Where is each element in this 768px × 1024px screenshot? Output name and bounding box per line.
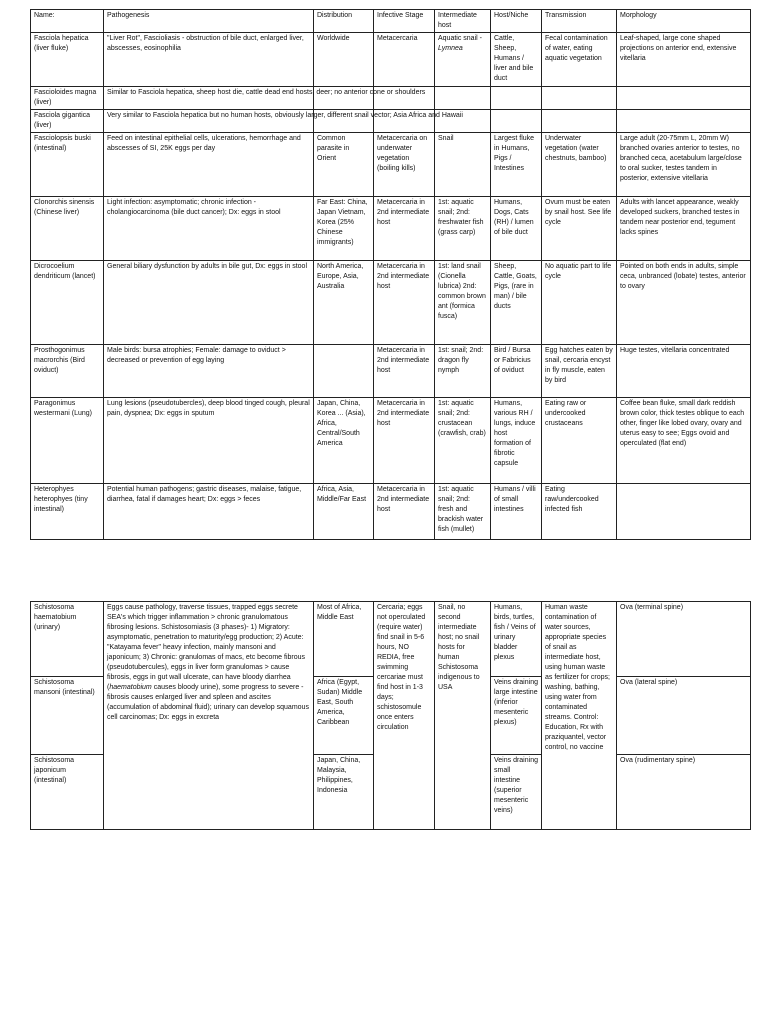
name-cell: Fascioloides magna (liver) [31, 87, 104, 110]
header-row [31, 10, 751, 33]
transmission-cell: Fecal contamination of water, eating aquatic vegetation [542, 33, 617, 87]
intermediate-host-cell: 1st: aquatic snail; 2nd: fresh and brackish water fish (mullet) [435, 484, 491, 540]
distribution-cell: Japan, China, Korea ... (Asia), Africa, Central/South America [314, 398, 374, 484]
table-row [31, 261, 751, 345]
name-cell: Schistosoma mansoni (intestinal) [31, 677, 104, 755]
name-cell: Dicrocoelium dendriticum (lancet) [31, 261, 104, 345]
intermediate-host-cell: Snail, no second intermediate host; no snail hosts for human Schistosoma indigenous to USA [435, 602, 491, 830]
transmission-cell: No aquatic part to life cycle [542, 261, 617, 345]
name-cell: Paragonimus westermani (Lung) [31, 398, 104, 484]
intermediate-host-cell: 1st: aquatic snail; 2nd: crustacean (crawfish, crab) [435, 398, 491, 484]
pathogenesis-text: causes bloody urine), some progress to severe - fibrosis causes enlarged liver and spleen and ascites (accumulation of abdominal fluid); urinary can develop squamous cell carcinomas; Dx: eggs in excreta [107, 684, 309, 721]
host-niche-cell: Bird / Bursa or Fabricius of oviduct [491, 345, 542, 398]
infective-stage-cell: Metacercaria in 2nd intermediate host [374, 261, 435, 345]
intermediate-host-cell [435, 33, 491, 87]
column-header-distribution: Distribution [314, 10, 374, 33]
column-header-morphology: Morphology [617, 10, 751, 33]
host-niche-cell [491, 87, 542, 110]
intermediate-host-cell: 1st: aquatic snail; 2nd: freshwater fish (grass carp) [435, 197, 491, 261]
infective-stage-cell: Cercaria; eggs not operculated (require water) find snail in 5-6 hours, NO REDIA, free swimming cercariae must find host in 1-3 days; schistosomule once enters circulation [374, 602, 435, 830]
name-cell: Clonorchis sinensis (Chinese liver) [31, 197, 104, 261]
table-row [31, 345, 751, 398]
host-text: Aquatic snail - [438, 35, 482, 42]
host-niche-cell: Cattle, Sheep, Humans / liver and bile duct [491, 33, 542, 87]
morphology-cell: Pointed on both ends in adults, simple ceca, unbranced (lobate) testes, anterior to ovary [617, 261, 751, 345]
morphology-cell: Large adult (20-75mm L, 20mm W) branched ovaries anterior to testes, no branched ceca, acetabulum large/close to oral sucker, testes tandem in posterior, extensive vitellaria [617, 133, 751, 197]
name-cell: Fasciolopsis buski (intestinal) [31, 133, 104, 197]
table-row [31, 133, 751, 197]
column-header-transmission: Transmission [542, 10, 617, 33]
morphology-cell [617, 87, 751, 110]
intermediate-host-cell: 1st: snail; 2nd: dragon fly nymph [435, 345, 491, 398]
distribution-cell: Africa (Egypt, Sudan) Middle East, South America, Caribbean [314, 677, 374, 755]
morphology-cell: Coffee bean fluke, small dark reddish brown color, thick testes oblique to each other, finger like lobed ovary, ovary and uterus easy to see; Eggs ovoid and operculated (flat end) [617, 398, 751, 484]
trematode-table-1 [30, 9, 751, 540]
pathogenesis-cell: "Liver Rot", Fascioliasis - obstruction of bile duct, enlarged liver, abscesses, eosinophilia [104, 33, 314, 87]
transmission-cell: Egg hatches eaten by snail, cercaria encyst in fly muscle, eaten by bird [542, 345, 617, 398]
infective-stage-cell: Metacercaria in 2nd intermediate host [374, 197, 435, 261]
infective-stage-cell: Metacercaria in 2nd intermediate host [374, 398, 435, 484]
table-row [31, 110, 751, 133]
morphology-cell: Leaf-shaped, large cone shaped projections on anterior end, extensive vitellaria [617, 33, 751, 87]
name-cell: Fasciola gigantica (liver) [31, 110, 104, 133]
morphology-cell: Ova (lateral spine) [617, 677, 751, 755]
host-niche-cell: Humans, various RH / lungs, induce host formation of fibrotic capsule [491, 398, 542, 484]
morphology-cell [617, 110, 751, 133]
morphology-cell [617, 484, 751, 540]
intermediate-host-cell [435, 87, 491, 110]
distribution-cell: Africa, Asia, Middle/Far East [314, 484, 374, 540]
distribution-cell: Worldwide [314, 33, 374, 87]
host-niche-cell: Sheep, Cattle, Goats, Pigs, (rare in man) / bile ducts [491, 261, 542, 345]
table-row [31, 602, 751, 677]
pathogenesis-cell: Very similar to Fasciola hepatica but no human hosts, obviously larger, different snail vector; Asia Africa and Hawaii [104, 110, 314, 133]
pathogenesis-cell: Lung lesions (pseudotubercles), deep blood tinged cough, pleural pain, dyspnea; Dx: eggs in sputum [104, 398, 314, 484]
pathogenesis-italic-text: haematobium [109, 684, 152, 691]
distribution-cell: Japan, China, Malaysia, Philippines, Indonesia [314, 755, 374, 830]
pathogenesis-cell: Similar to Fasciola hepatica, sheep host die, cattle dead end hosts, deer; no anterior cone or shoulders [104, 87, 314, 110]
distribution-cell [314, 345, 374, 398]
host-niche-cell: Humans / villi of small intestines [491, 484, 542, 540]
host-niche-cell: Humans, Dogs, Cats (RH) / lumen of bile duct [491, 197, 542, 261]
transmission-cell [542, 87, 617, 110]
pathogenesis-cell: Potential human pathogens; gastric diseases, malaise, fatigue, diarrhea, fatal if damages heart; Dx: eggs > feces [104, 484, 314, 540]
host-niche-cell [491, 110, 542, 133]
transmission-cell: Underwater vegetation (water chestnuts, bamboo) [542, 133, 617, 197]
morphology-cell: Huge testes, vitellaria concentrated [617, 345, 751, 398]
transmission-cell: Human waste contamination of water sources, appropriate species of snail as intermediate host, using human waste as fertilizer for crops; washing, bathing, using water from contaminated streams. Control: Education, Rx with praziquantel, vector control, no vaccine [542, 602, 617, 830]
intermediate-host-cell: Snail [435, 133, 491, 197]
distribution-cell: North America, Europe, Asia, Australia [314, 261, 374, 345]
host-niche-cell: Humans, birds, turtles, fish / Veins of urinary bladder plexus [491, 602, 542, 677]
morphology-cell: Adults with lancet appearance, weakly developed suckers, branched testes in tandem near posterior end, tegument lacks spines [617, 197, 751, 261]
transmission-cell: Eating raw/undercooked infected fish [542, 484, 617, 540]
distribution-cell: Most of Africa, Middle East [314, 602, 374, 677]
name-cell: Prosthogonimus macrorchis (Bird oviduct) [31, 345, 104, 398]
intermediate-host-cell: 1st: land snail (Cionella lubrica) 2nd: common brown ant (formica fusca) [435, 261, 491, 345]
distribution-cell: Far East: China, Japan Vietnam, Korea (25% Chinese immigrants) [314, 197, 374, 261]
table-row [31, 87, 751, 110]
schistosoma-table [30, 601, 751, 830]
infective-stage-cell: Metacercaria in 2nd intermediate host [374, 484, 435, 540]
column-header-infective-stage: Infective Stage [374, 10, 435, 33]
name-cell: Heterophyes heterophyes (tiny intestinal) [31, 484, 104, 540]
column-header-host-niche: Host/Niche [491, 10, 542, 33]
pathogenesis-cell: Feed on intestinal epithelial cells, ulcerations, hemorrhage and abscesses of SI, 25K eggs per day [104, 133, 314, 197]
column-header-name: Name: [31, 10, 104, 33]
table-row [31, 484, 751, 540]
name-cell: Fasciola hepatica (liver fluke) [31, 33, 104, 87]
name-cell: Schistosoma haematobium (urinary) [31, 602, 104, 677]
infective-stage-cell: Metacercaria on underwater vegetation (boiling kills) [374, 133, 435, 197]
name-cell: Schistosoma japonicum (intestinal) [31, 755, 104, 830]
pathogenesis-cell [104, 602, 314, 830]
column-header-pathogenesis: Pathogenesis [104, 10, 314, 33]
transmission-cell [542, 110, 617, 133]
host-niche-cell: Veins draining large intestine (inferior mesenteric plexus) [491, 677, 542, 755]
host-niche-cell: Largest fluke in Humans, Pigs / Intestines [491, 133, 542, 197]
pathogenesis-cell: Light infection: asymptomatic; chronic infection - cholangiocarcinoma (bile duct cancer); Dx: eggs in stool [104, 197, 314, 261]
column-header-intermediate-host: Intermediate host [435, 10, 491, 33]
morphology-cell: Ova (terminal spine) [617, 602, 751, 677]
host-niche-cell: Veins draining small intestine (superior mesenteric veins) [491, 755, 542, 830]
pathogenesis-cell: General biliary dysfunction by adults in bile gut, Dx: eggs in stool [104, 261, 314, 345]
distribution-cell: Common parasite in Orient [314, 133, 374, 197]
morphology-cell: Ova (rudimentary spine) [617, 755, 751, 830]
table-row [31, 33, 751, 87]
transmission-cell: Eating raw or undercooked crustaceans [542, 398, 617, 484]
genus-text: Lymnea [438, 45, 463, 52]
infective-stage-cell: Metacercaria in 2nd intermediate host [374, 345, 435, 398]
pathogenesis-cell: Male birds: bursa atrophies; Female: damage to oviduct > decreased or prevention of egg laying [104, 345, 314, 398]
infective-stage-cell: Metacercaria [374, 33, 435, 87]
transmission-cell: Ovum must be eaten by snail host. See life cycle [542, 197, 617, 261]
table-row [31, 197, 751, 261]
table-row [31, 398, 751, 484]
pathogenesis-text: Eggs cause pathology, traverse tissues, trapped eggs secrete SEA's which trigger inflammation > chronic granulomatous fibrosing lesions. Schistosomiasis (3 phases)- 1) Migratory: asymptomatic, penetration to maturity/egg production; 2) Acute: "Katayama fever" heavy infection, mainly mansoni and japonicum; 3) Chronic: granulomas of macs, etc become fibrous (pseudotubercules), eggs in liver form granulomas > cause fibrosis, eggs in gut wall ulcerate, can have bloody diarrhea ( [107, 604, 306, 691]
